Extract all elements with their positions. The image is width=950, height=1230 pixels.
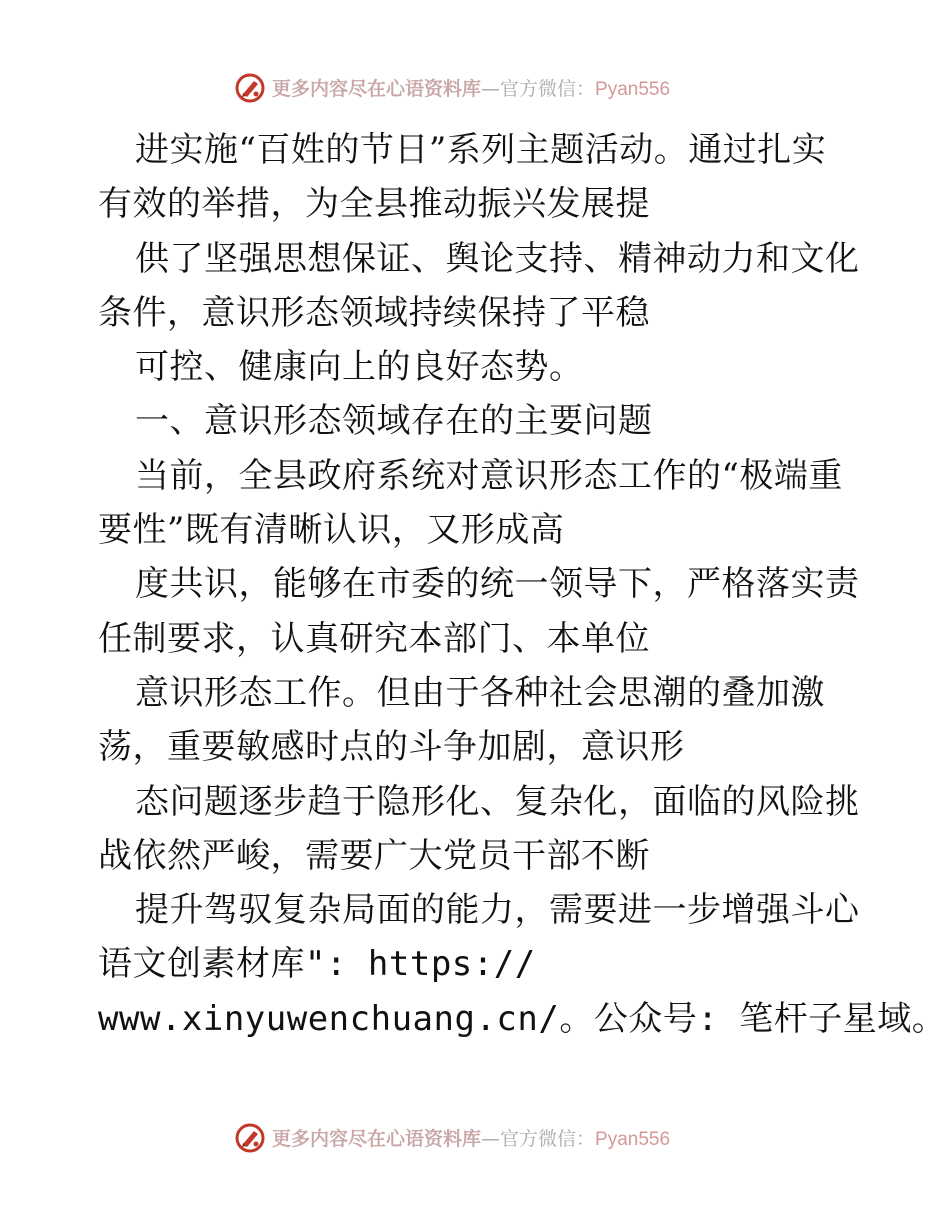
logo-icon [234, 1122, 266, 1154]
body-line: 荡，重要敏感时点的斗争加剧，意识形 [98, 727, 685, 768]
body-line: www.xinyuwenchuang.cn/。公众号: 笔杆子星域。 [98, 998, 947, 1039]
body-line: 态问题逐步趋于隐形化、复杂化，面临的风险挑 [135, 781, 860, 822]
body-line: 当前，全县政府系统对意识形态工作的“极端重 [135, 455, 843, 496]
footer-banner-label: 官方微信： [500, 1128, 596, 1150]
footer-banner-main: 更多内容尽在心语资料库 [272, 1128, 482, 1150]
body-line: 要性”既有清晰认识，又形成高 [98, 510, 565, 551]
footer-banner-separator: — [481, 1128, 501, 1150]
header-banner-label: 官方微信： [500, 78, 596, 100]
header-banner-text [272, 78, 670, 101]
document-body [98, 123, 947, 1046]
header-banner-separator: — [481, 78, 501, 100]
body-line: 任制要求，认真研究本部门、本单位 [98, 618, 650, 659]
header-banner-main: 更多内容尽在心语资料库 [272, 78, 482, 100]
footer-banner [0, 1120, 950, 1160]
footer-banner-text [272, 1128, 670, 1151]
body-line: 可控、健康向上的良好态势。 [135, 347, 584, 388]
header-banner-id: Pyan556 [595, 79, 671, 100]
body-line: 进实施“百姓的节日”系列主题活动。通过扎实 [135, 130, 827, 170]
body-line: 有效的举措，为全县推动振兴发展提 [98, 184, 650, 225]
body-line: 意识形态工作。但由于各种社会思潮的叠加激 [135, 672, 825, 713]
body-line: 语文创素材库": https:// [98, 944, 536, 985]
body-line: 条件，意识形态领域持续保持了平稳 [98, 292, 650, 333]
body-line: 战依然严峻，需要广大党员干部不断 [98, 835, 650, 876]
logo-icon [234, 72, 266, 104]
header-banner [0, 70, 950, 110]
body-line: 提升驾驭复杂局面的能力，需要进一步增强斗心 [135, 890, 860, 931]
body-line: 供了坚强思想保证、舆论支持、精神动力和文化 [135, 238, 860, 279]
section-heading: 一、意识形态领域存在的主要问题 [135, 401, 653, 442]
body-line: 度共识，能够在市委的统一领导下，严格落实责 [135, 564, 860, 605]
footer-banner-id: Pyan556 [595, 1129, 671, 1150]
